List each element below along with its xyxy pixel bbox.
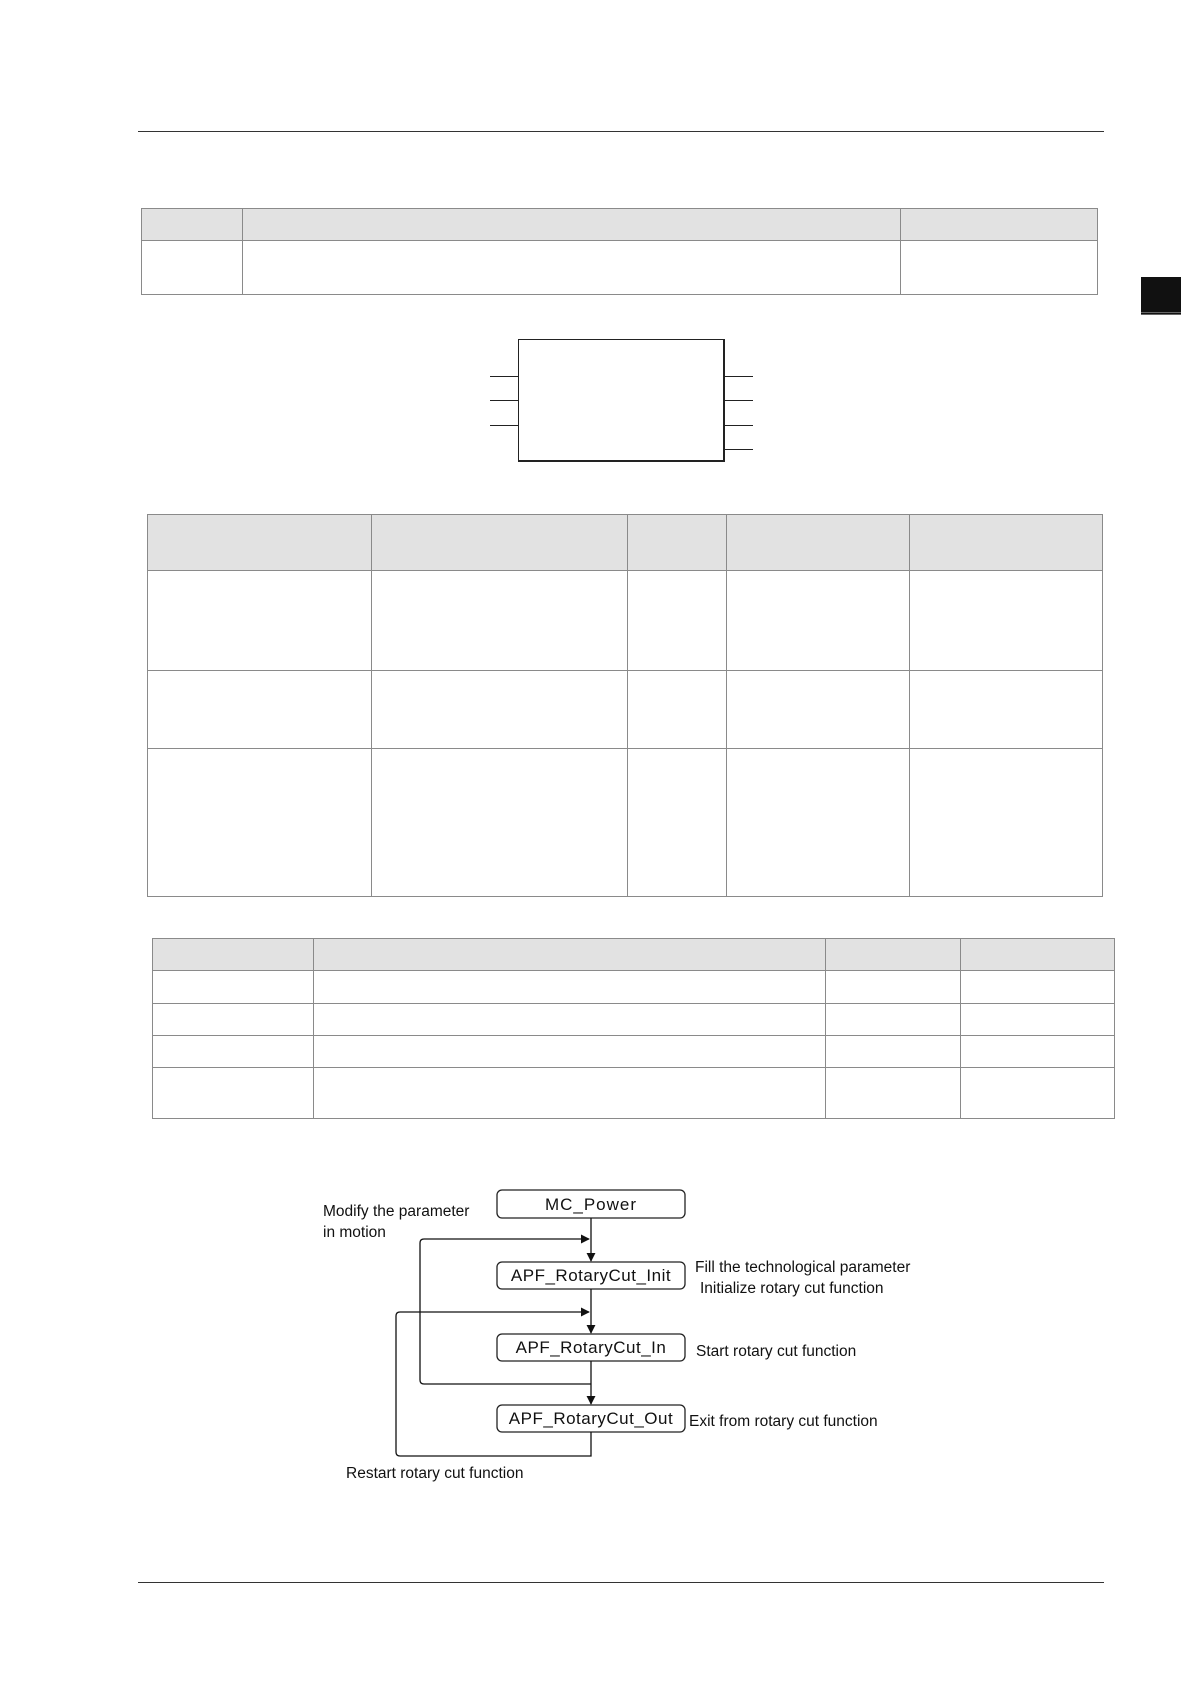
- rotarycut-out-label: APF_RotaryCut_Out: [508, 1409, 674, 1428]
- modify-parameter-note-2: in motion: [323, 1224, 386, 1241]
- restart-note: Restart rotary cut function: [346, 1465, 524, 1482]
- exit-note: Exit from rotary cut function: [689, 1413, 878, 1430]
- rotarycut-init-label: APF_RotaryCut_Init: [510, 1266, 672, 1285]
- initialize-note: Initialize rotary cut function: [700, 1280, 884, 1297]
- rotarycut-in-label: APF_RotaryCut_In: [515, 1338, 667, 1357]
- modify-parameter-note: Modify the parameter: [323, 1203, 470, 1220]
- fill-parameter-note: Fill the technological parameter: [695, 1259, 911, 1276]
- mc-power-label: MC_Power: [544, 1195, 638, 1214]
- start-note: Start rotary cut function: [696, 1343, 857, 1360]
